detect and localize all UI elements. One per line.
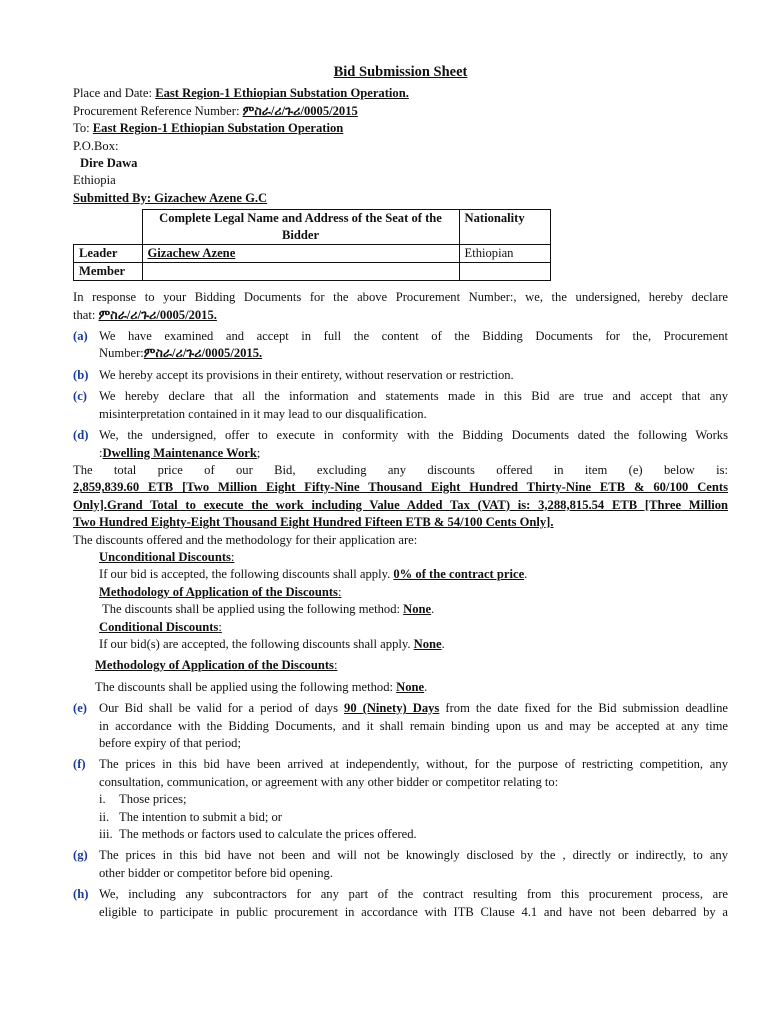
table-row-nationality: Ethiopian	[459, 245, 550, 263]
unconditional-discounts-text: If our bid is accepted, the following discounts shall apply.	[99, 567, 394, 582]
table-row-role: Member	[74, 263, 143, 281]
item-d	[73, 427, 728, 462]
submitted-by-line: Submitted By: Gizachew Azene G.C	[73, 190, 268, 205]
list-item-text: The intention to submit a bid; or	[119, 809, 282, 824]
country-line: Ethiopia	[73, 173, 116, 188]
price-bold-line-2: Only].Grand Total to execute the work including Value Added Tax (VAT) is: 3,288,815.54 ETB [Three Million	[73, 497, 728, 512]
item-b	[73, 367, 728, 384]
item-e-line-3: before expiry of that period;	[99, 736, 241, 750]
item-d-semicolon: ;	[256, 445, 261, 460]
conditional-discounts-text: If our bid(s) are accepted, the following discounts shall apply.	[99, 636, 414, 651]
place-date-line	[73, 85, 728, 102]
item-d-line-2	[99, 445, 728, 462]
list-item	[99, 791, 728, 808]
methodology-heading-2: Methodology of Application of the Discounts:	[95, 658, 338, 673]
item-f-label: (f)	[73, 757, 86, 772]
item-f	[73, 756, 728, 843]
item-c-line-2: misinterpretation contained in it may lead to our disqualification.	[99, 406, 427, 421]
table-row	[74, 245, 551, 263]
unconditional-discounts-title: Unconditional Discounts	[99, 549, 231, 564]
bidder-table	[73, 209, 551, 281]
methodology-text-1: The discounts shall be applied using the following method:	[102, 602, 404, 617]
conditional-discounts-heading: Conditional Discounts:	[99, 619, 222, 634]
price-paragraph	[73, 462, 728, 532]
item-c-line-1: We hereby declare that all the information and statements made in this Bid are true and accept that any	[99, 389, 728, 404]
item-a-number-label: Number:	[99, 346, 144, 361]
table-header-nationality: Nationality	[459, 210, 550, 245]
price-bold-line-1: 2,859,839.60 ETB [Two Million Eight Fifty-Nine Thousand Eight Hundred Thirty-Nine ETB & 60/100 Cents	[73, 480, 728, 495]
item-c	[73, 388, 728, 423]
document-title: Bid Submission Sheet	[333, 64, 468, 80]
item-g	[73, 847, 728, 882]
item-g-line-2: other bidder or competitor before bid opening.	[99, 865, 333, 880]
procurement-reference-value: ምስራ/ሪ/ጉሪ/0005/2015	[242, 103, 358, 118]
item-b-text: We hereby accept its provisions in their entirety, without reservation or restriction.	[99, 367, 514, 382]
list-item-number: i.	[99, 792, 106, 807]
item-a-reference: ምስራ/ሪ/ጉሪ/0005/2015.	[143, 346, 263, 361]
place-date-value: East Region-1 Ethiopian Substation Operation.	[155, 86, 409, 101]
item-d-line-1: We, the undersigned, offer to execute in conformity with the Bidding Documents dated the following Works	[99, 428, 728, 443]
methodology-text-2: The discounts shall be applied using the following method:	[95, 679, 397, 694]
pobox-line: P.O.Box:	[73, 138, 119, 153]
item-d-colon: :	[99, 445, 103, 460]
table-row-nationality	[459, 263, 550, 281]
intro-line-1: In response to your Bidding Documents for the above Procurement Number:, we, the undersigned, hereby declare	[73, 290, 728, 305]
table-corner-cell	[74, 210, 143, 245]
item-a	[73, 328, 728, 363]
intro-that-label: that:	[73, 307, 99, 322]
city-line: Dire Dawa	[80, 156, 138, 171]
table-row-name: Gizachew Azene	[142, 245, 459, 263]
item-e	[73, 700, 728, 752]
item-h-line-1: We, including any subcontractors for any part of the contract resulting from this procurement process, are	[99, 887, 728, 902]
item-f-line-2: consultation, communication, or agreement with any other bidder or competitor relating to:	[99, 774, 559, 789]
methodology-value-2: None	[396, 679, 425, 694]
item-h-line-2: eligible to participate in public procurement in accordance with ITB Clause 4.1 and have not been debarred by a	[99, 904, 728, 919]
methodology-title-1: Methodology of Application of the Discounts	[99, 584, 338, 599]
item-e-label: (e)	[73, 701, 87, 716]
table-row	[74, 263, 551, 281]
table-row-role: Leader	[74, 245, 143, 263]
to-label: To:	[73, 121, 93, 136]
intro-line-2	[73, 307, 728, 324]
methodology-value-1: None	[403, 602, 432, 617]
list-item-text: The methods or factors used to calculate the prices offered.	[119, 827, 417, 842]
list-item-number: iii.	[99, 827, 113, 842]
unconditional-discounts-line: If our bid is accepted, the following discounts shall apply. 0% of the contract price.	[99, 567, 528, 582]
list-item	[99, 826, 728, 843]
item-h	[73, 886, 728, 921]
item-e-days: 90 (Ninety) Days	[344, 701, 440, 716]
price-bold-line-3: Two Hundred Eighty-Eight Thousand Eight Hundred Fifteen ETB & 54/100 Cents Only].	[73, 515, 554, 530]
intro-reference: ምስራ/ሪ/ጉሪ/0005/2015.	[98, 307, 217, 322]
item-e-line-2: in accordance with the Bidding Documents, and it shall remain binding upon us and may be accepted at any time	[99, 718, 728, 733]
procurement-reference-line	[73, 103, 728, 120]
item-h-label: (h)	[73, 887, 89, 902]
to-value: East Region-1 Ethiopian Substation Operation	[92, 121, 344, 136]
item-g-label: (g)	[73, 848, 88, 863]
methodology-line-2: The discounts shall be applied using the following method: None.	[95, 679, 428, 694]
to-line	[73, 120, 728, 137]
item-d-works: Dwelling Maintenance Work	[102, 445, 257, 460]
discounts-section	[73, 532, 728, 697]
item-a-line-1: We have examined and accept in full the content of the Bidding Documents for the, Procurement	[99, 329, 728, 344]
unconditional-discounts-heading: Unconditional Discounts:	[99, 549, 235, 564]
conditional-discounts-title: Conditional Discounts	[99, 619, 219, 634]
item-b-label: (b)	[73, 367, 89, 382]
item-e-line-1	[99, 700, 728, 717]
procurement-reference-label: Procurement Reference Number:	[73, 103, 243, 118]
table-header-row	[74, 210, 551, 245]
item-d-label: (d)	[73, 428, 89, 443]
unconditional-discounts-value: 0% of the contract price	[393, 567, 525, 582]
item-a-line-2	[99, 345, 728, 362]
methodology-title-2: Methodology of Application of the Discounts	[95, 658, 334, 673]
item-e-prefix: Our Bid shall be valid for a period of days	[99, 701, 345, 716]
item-e-suffix: from the date fixed for the Bid submission deadline	[439, 701, 728, 716]
list-item-text: Those prices;	[119, 792, 187, 807]
table-row-name	[142, 263, 459, 281]
conditional-discounts-value: None	[413, 636, 442, 651]
discounts-intro: The discounts offered and the methodology for their application are:	[73, 532, 418, 547]
table-header-name: Complete Legal Name and Address of the Seat of the Bidder	[142, 210, 459, 245]
item-c-label: (c)	[73, 389, 87, 404]
methodology-heading-1: Methodology of Application of the Discounts:	[99, 584, 342, 599]
list-item	[99, 809, 728, 826]
item-a-label: (a)	[73, 329, 88, 344]
price-line-1: The total price of our Bid, excluding any discounts offered in item (e) below is:	[73, 462, 728, 477]
item-f-line-1: The prices in this bid have been arrived at independently, without, for the purpose of restricting competition, any	[99, 757, 728, 772]
list-item-number: ii.	[99, 809, 110, 824]
methodology-line-1: The discounts shall be applied using the following method: None.	[102, 602, 435, 617]
intro-paragraph	[73, 289, 728, 324]
place-date-label: Place and Date:	[73, 86, 156, 101]
item-g-line-1: The prices in this bid have not been and will not be knowingly disclosed by the , directly or indirectly, to any	[99, 848, 728, 863]
conditional-discounts-line: If our bid(s) are accepted, the following discounts shall apply. None.	[99, 636, 445, 651]
